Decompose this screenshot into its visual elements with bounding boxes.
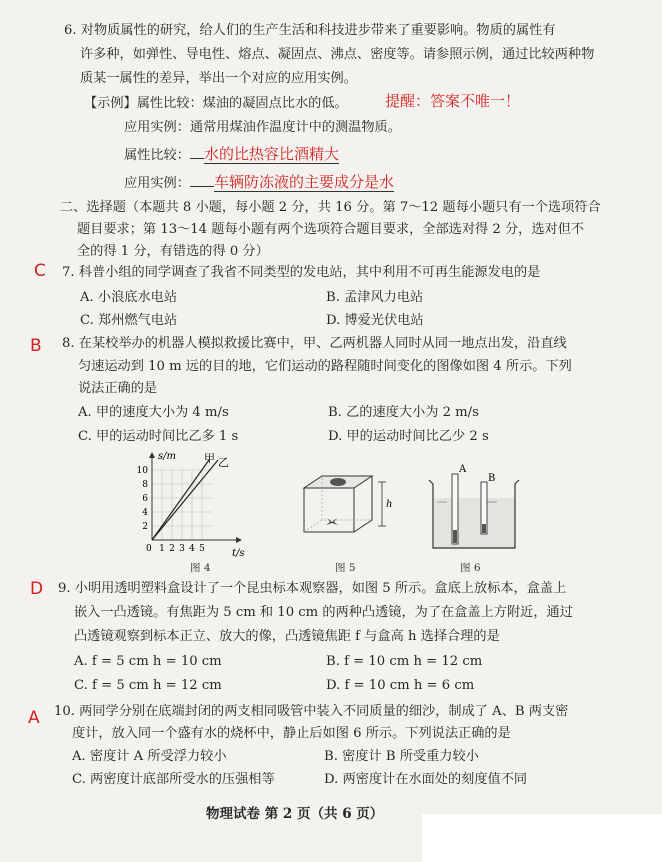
q9-line2: 嵌入一凸透镜。有焦距为 5 cm 和 10 cm 的两种凸透镜，为了在盒盖上方附近，通过 — [74, 605, 573, 620]
q7-option-d: D. 博爱光伏电站 — [326, 313, 424, 328]
q6-line2: 许多种，如弹性、导电性、熔点、凝固点、沸点、密度等。请参照示例，通过比较两种物 — [80, 47, 595, 62]
label-jia: 甲 — [204, 452, 215, 465]
q7-option-c: C. 郑州燃气电站 — [80, 313, 178, 328]
q7-option-b: B. 孟津风力电站 — [326, 290, 424, 305]
sand-a — [453, 530, 457, 543]
q10-line2: 度计，放入同一个盛有水的烧杯中，静止后如图 6 所示。下列说法正确的是 — [72, 726, 511, 741]
q7-option-a: A. 小浪底水电站 — [80, 290, 178, 305]
x-tick: 4 — [189, 544, 195, 554]
line-jia — [152, 460, 209, 540]
blank-line — [190, 158, 204, 159]
x-tick: 3 — [179, 544, 185, 554]
q7-answer-mark: C — [34, 261, 46, 281]
q6-example-app: 应用实例：通常用煤油作温度计中的测温物质。 — [124, 120, 401, 135]
q8-line1: 8. 在某校举办的机器人模拟救援比赛中，甲、乙两机器人同时从同一地点出发，沿直线 — [62, 336, 567, 351]
q9-option-c: C. f = 5 cm h = 12 cm — [74, 678, 222, 693]
y-tick: 6 — [142, 494, 148, 504]
q9-option-a: A. f = 5 cm h = 10 cm — [74, 654, 222, 669]
figure4-caption: 图 4 — [190, 562, 211, 574]
figure6-caption: 图 6 — [460, 562, 481, 574]
q6-line1: 6. 对物质属性的研究，给人们的生产生活和科技进步带来了重要影响。物质的属性有 — [64, 23, 556, 38]
q10-line1: 10. 两同学分别在底端封闭的两支相同吸管中装入不同质量的细沙，制成了 A、B 两支密 — [54, 704, 569, 719]
y-tick: 8 — [142, 480, 148, 490]
q8-option-a: A. 甲的速度大小为 4 m/s — [78, 405, 229, 420]
x-ticks — [159, 544, 205, 554]
box-hidden-edges — [304, 520, 372, 532]
figure4-graph — [128, 450, 278, 560]
q6-compare-row — [124, 145, 339, 165]
water — [433, 498, 515, 548]
y-tick: 4 — [142, 508, 148, 518]
q10-option-a: A. 密度计 A 所受浮力较小 — [72, 749, 227, 764]
compare-answer: 水的比热容比酒精大 — [203, 145, 339, 163]
x-axis-arrow — [236, 537, 242, 543]
lens-icon — [330, 478, 346, 486]
reminder-note: 提醒：答案不唯一！ — [385, 92, 521, 110]
figure5-box — [296, 470, 396, 556]
label-b: B — [488, 473, 496, 484]
q9-option-b: B. f = 10 cm h = 12 cm — [326, 654, 483, 669]
figure5-caption: 图 5 — [335, 562, 356, 574]
q8-line2: 匀速运动到 10 m 远的目的地，它们运动的路程随时间变化的图像如图 4 所示。下列 — [78, 359, 572, 374]
y-tick: 10 — [136, 466, 148, 476]
q8-option-b: B. 乙的速度大小为 2 m/s — [328, 405, 479, 420]
q8-option-d: D. 甲的运动时间比乙少 2 s — [328, 429, 489, 444]
figure6-beaker — [425, 462, 535, 558]
q10-option-b: B. 密度计 B 所受重力较小 — [324, 749, 479, 764]
sand-b — [482, 524, 486, 533]
app-label: 应用实例： — [124, 176, 190, 191]
y-axis-arrow — [149, 452, 155, 458]
q6-example — [84, 95, 348, 113]
q9-line3: 凸透镜观察到标本正立、放大的像，凸透镜焦距 f 与盒高 h 选择合理的是 — [74, 629, 500, 644]
q7-stem: 7. 科普小组的同学调查了我省不同类型的发电站，其中利用不可再生能源发电的是 — [62, 265, 541, 280]
q8-answer-mark: B — [30, 336, 42, 356]
x-tick: 1 — [159, 544, 165, 554]
label-a: A — [459, 464, 467, 475]
q6-app-row — [124, 173, 394, 193]
q8-option-c: C. 甲的运动时间比乙多 1 s — [78, 429, 239, 444]
example-tag: 【示例】 — [84, 96, 137, 111]
q6-line3: 质某一属性的差异，举出一个对应的应用实例。 — [80, 71, 357, 86]
page-footer: 物理试卷 第 2 页（共 6 页） — [206, 806, 384, 822]
q8-line3: 说法正确的是 — [78, 381, 158, 396]
x-tick: 5 — [199, 544, 205, 554]
box-front — [304, 488, 354, 532]
origin-label: 0 — [146, 544, 152, 554]
x-tick: 2 — [169, 544, 175, 554]
compare-label: 属性比较： — [124, 148, 190, 163]
blank-line — [190, 186, 214, 187]
q9-answer-mark: D — [30, 579, 44, 599]
q9-line1: 9. 小明用透明塑料盒设计了一个昆虫标本观察器，如图 5 所示。盒底上放标本，盒盖上 — [58, 581, 567, 596]
section2-line1: 二、选择题（本题共 8 小题，每小题 2 分，共 16 分。第 7～12 题每小题只有一个选项符合 — [60, 200, 601, 215]
y-ticks — [137, 466, 149, 532]
y-tick: 2 — [142, 522, 148, 532]
butterfly-icon — [326, 518, 338, 525]
q10-answer-mark: A — [28, 708, 40, 728]
q10-option-c: C. 两密度计底部所受水的压强相等 — [72, 772, 275, 787]
section2-line2: 题目要求；第 13～14 题每小题有两个选项符合题目要求，全部选对得 2 分，选对但不 — [77, 222, 585, 237]
app-answer: 车辆防冻液的主要成分是水 — [213, 173, 394, 191]
q9-option-d: D. f = 10 cm h = 6 cm — [326, 678, 475, 693]
h-label: h — [386, 499, 393, 510]
label-yi: 乙 — [218, 456, 229, 469]
section2-line3: 全的得 1 分，有错选的得 0 分） — [77, 244, 269, 259]
example-compare: 属性比较：煤油的凝固点比水的低。 — [136, 96, 348, 111]
x-axis-label: t/s — [232, 548, 245, 559]
q10-option-d: D. 两密度计在水面处的刻度值不同 — [324, 772, 528, 787]
y-axis-label: s/m — [158, 451, 176, 462]
page-corner-background — [422, 814, 662, 862]
